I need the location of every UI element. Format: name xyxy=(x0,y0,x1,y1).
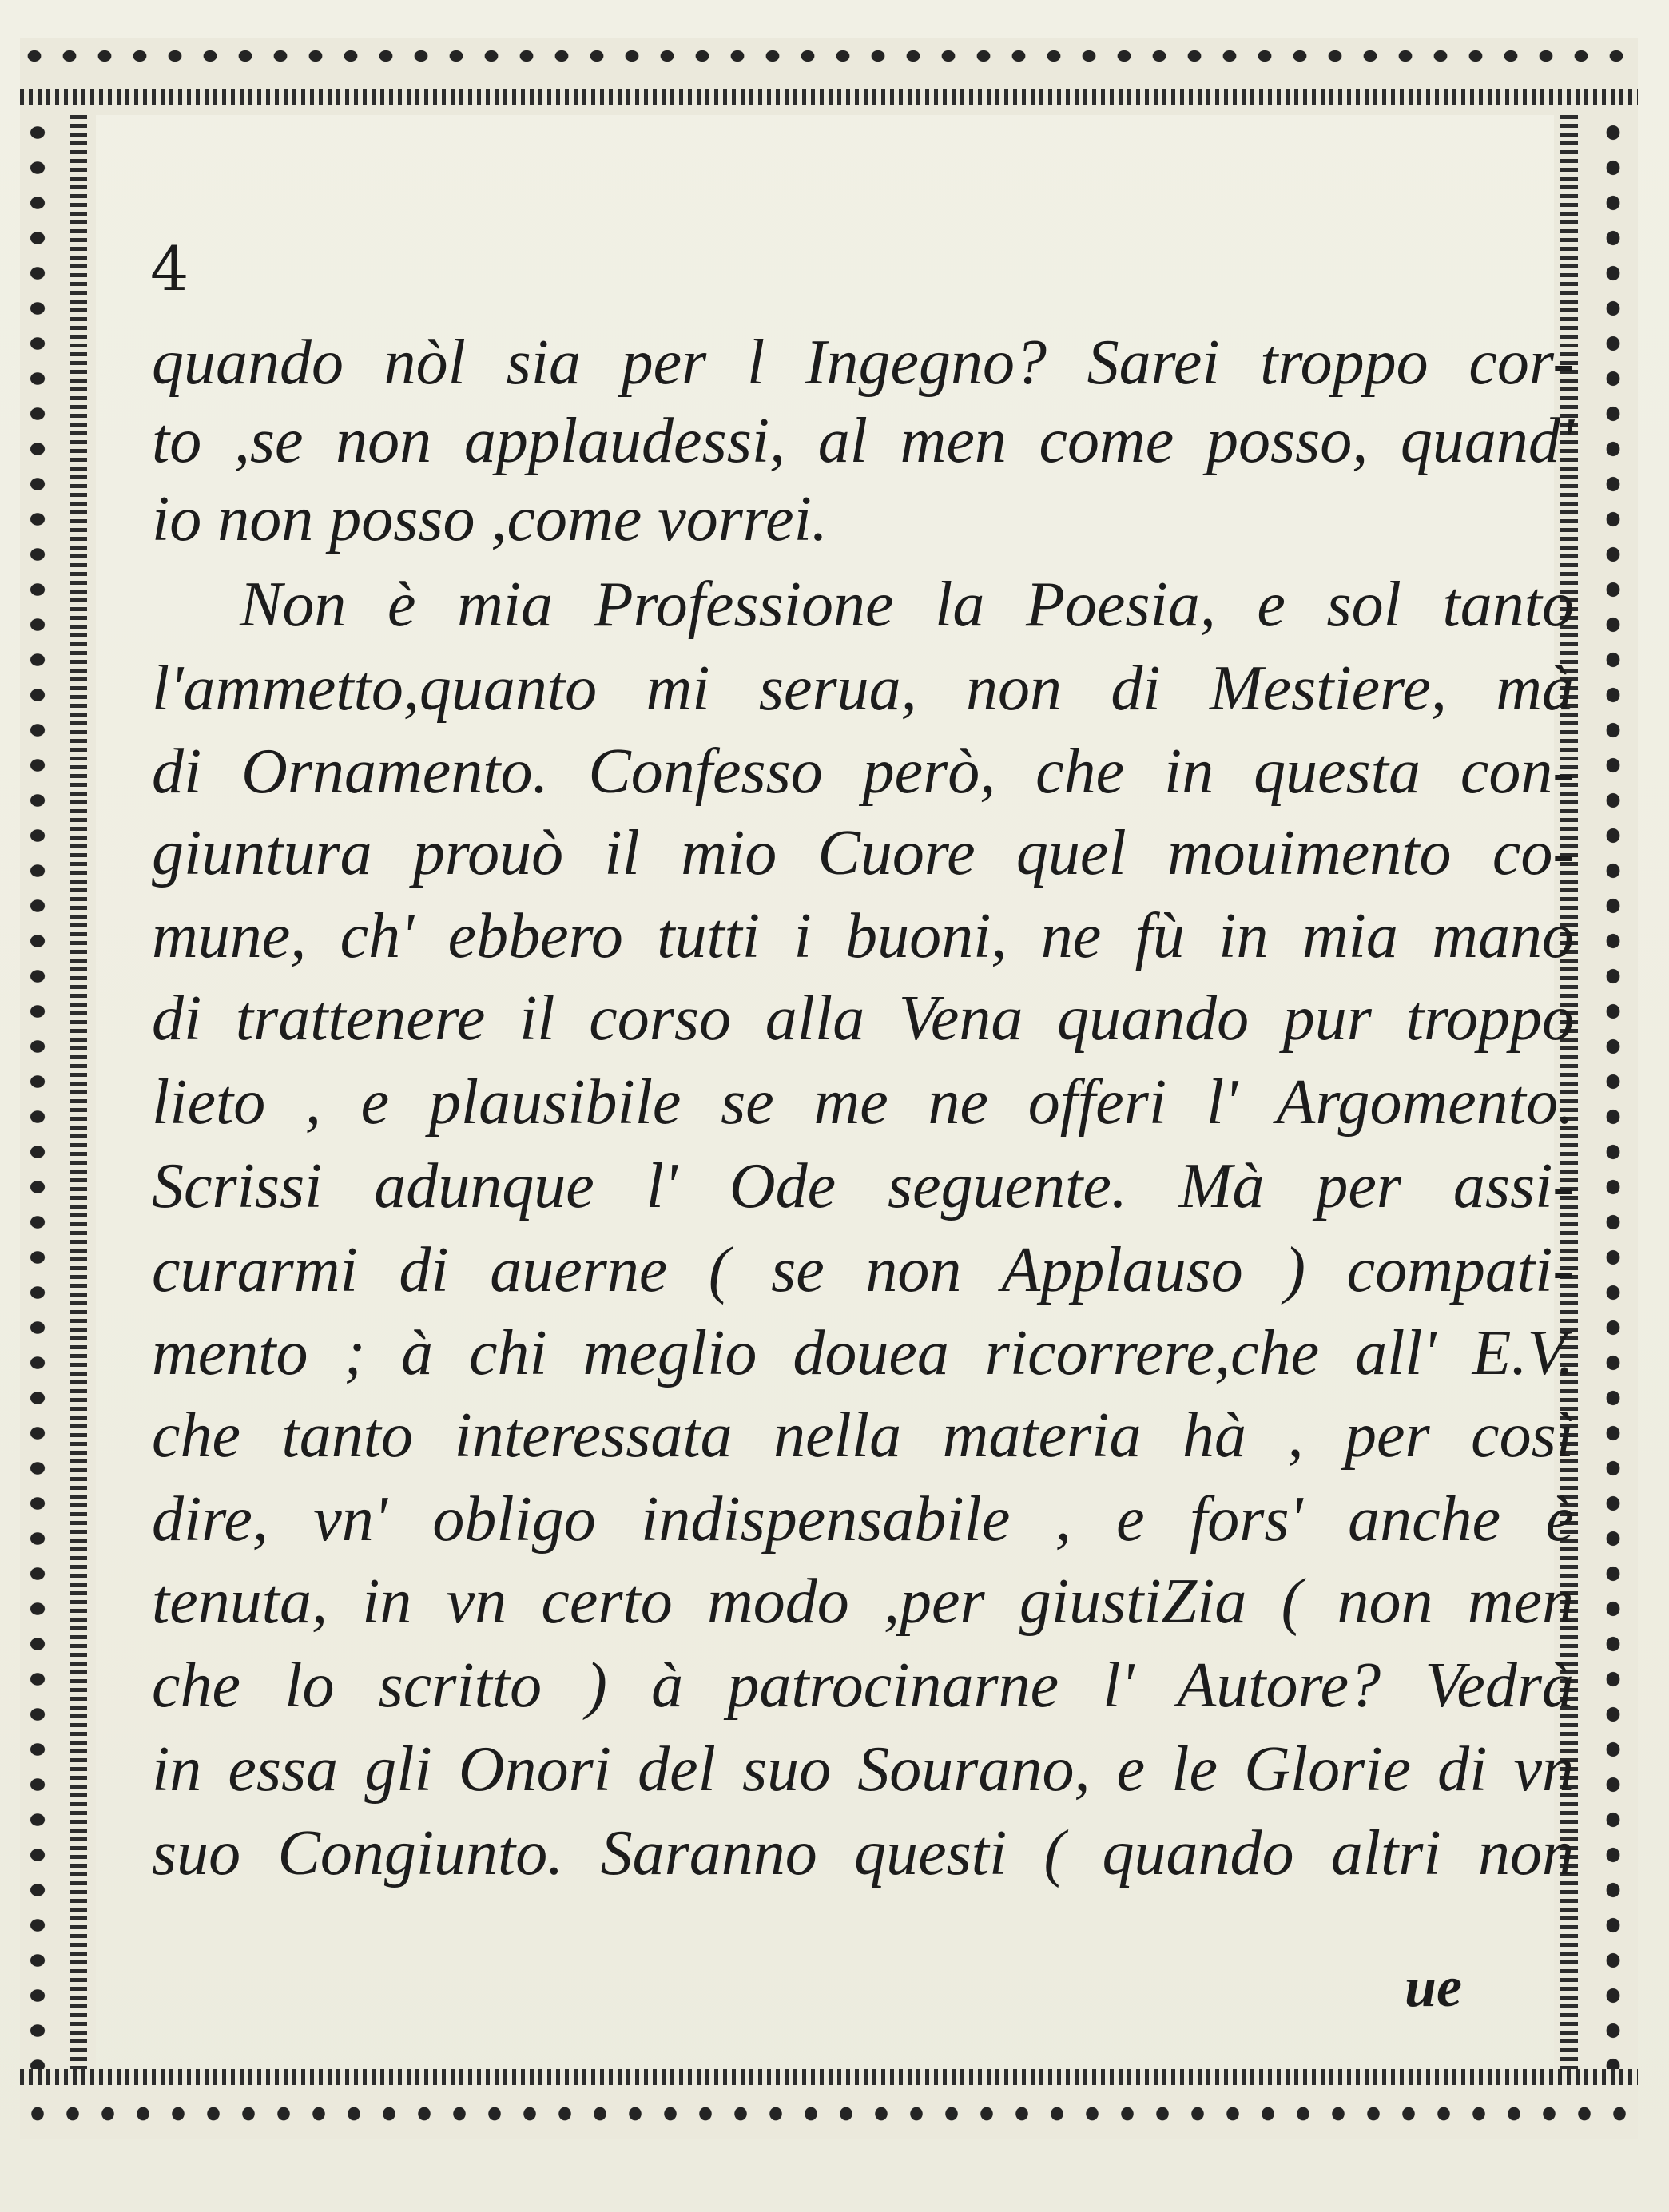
text-line: Non è mia Professione la Poesia, e sol tanto xyxy=(240,570,1574,640)
text-line: curarmi di auerne ( se non Applauso ) compati- xyxy=(152,1235,1574,1305)
page-number: 4 xyxy=(150,233,189,304)
catchword: ue xyxy=(1405,1955,1462,2019)
text-line: di Ornamento. Confesso però, che in questa con- xyxy=(152,737,1574,807)
ornamental-border-bottom xyxy=(20,2069,1638,2139)
ornamental-border-top xyxy=(20,38,1638,115)
text-line: dire, vn' obligo indispensabile , e fors' anche è xyxy=(152,1484,1574,1555)
text-line: in essa gli Onori del suo Sourano, e le Glorie di vn xyxy=(152,1734,1574,1805)
text-line: tenuta, in vn certo modo ,per giustiZia ( non men xyxy=(152,1567,1574,1637)
text-line: mento ; à chi meglio douea ricorrere,che all' E.V. xyxy=(152,1318,1574,1388)
text-line: che tanto interessata nella materia hà , per così xyxy=(152,1400,1574,1471)
text-line: lieto , e plausibile se me ne offeri l' Argomento. xyxy=(152,1067,1574,1138)
ornamental-border-left xyxy=(20,115,96,2069)
text-block xyxy=(96,115,1574,2069)
text-line: Scrissi adunque l' Ode seguente. Mà per assi- xyxy=(152,1151,1574,1221)
text-line: giuntura prouò il mio Cuore quel mouimento co- xyxy=(152,818,1574,888)
text-line: mune, ch' ebbero tutti i buoni, ne fù in mia mano xyxy=(152,901,1574,971)
text-line: l'ammetto,quanto mi serua, non di Mestiere, mà xyxy=(152,653,1574,724)
text-line: io non posso ,come vorrei. xyxy=(152,484,828,554)
text-line: to ,se non applaudessi, al men come posso, quand' xyxy=(152,406,1574,476)
text-line: che lo scritto ) à patrocinarne l' Autore? Vedrà xyxy=(152,1650,1574,1721)
text-line: di trattenere il corso alla Vena quando pur troppo xyxy=(152,983,1574,1054)
text-line: quando nòl sia per l Ingegno? Sarei troppo cor- xyxy=(152,328,1574,398)
text-line: suo Congiunto. Saranno questi ( quando altri non xyxy=(152,1818,1574,1888)
